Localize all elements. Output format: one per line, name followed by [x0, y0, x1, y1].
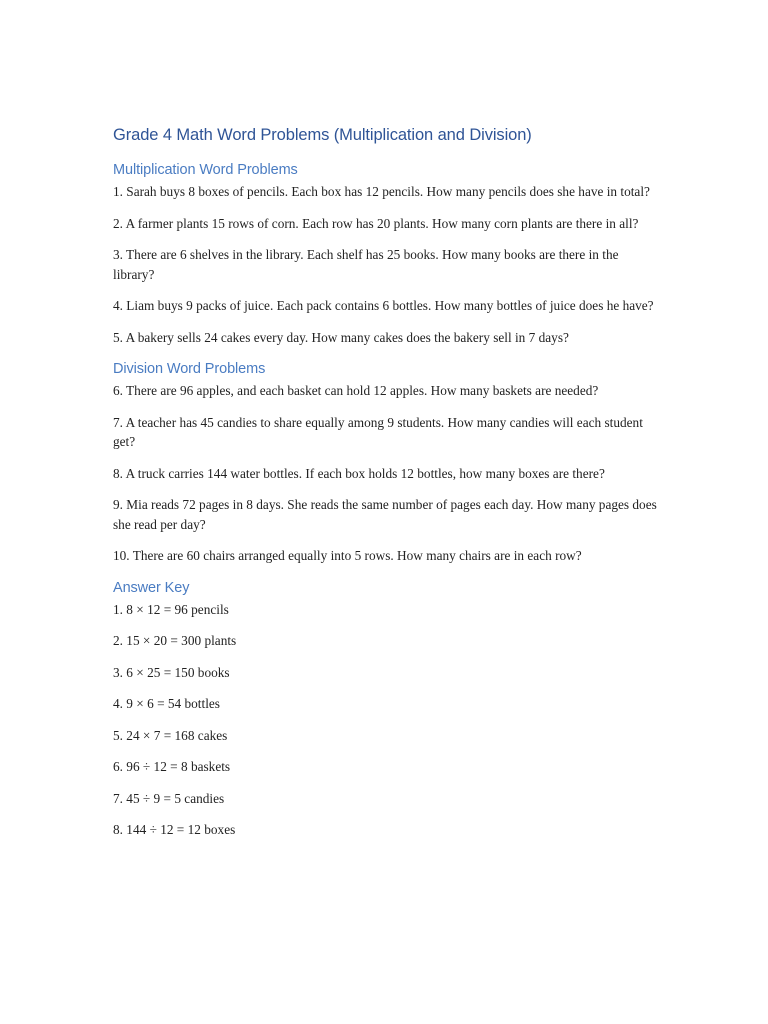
answer-1: 1. 8 × 12 = 96 pencils [113, 601, 229, 617]
problem-4: 4. Liam buys 9 packs of juice. Each pack contains 6 bottles. How many bottles of juice does he have? [113, 298, 654, 313]
document-title: Grade 4 Math Word Problems (Multiplication and Division) [113, 126, 532, 144]
answer-8: 8. 144 ÷ 12 = 12 boxes [113, 822, 236, 837]
document-page [113, 124, 658, 852]
answer-4: 4. 9 × 6 = 54 bottles [113, 696, 220, 711]
answer-5: 5. 24 × 7 = 168 cakes [113, 727, 228, 743]
problem-2: 2. A farmer plants 15 rows of corn. Each row has 20 plants. How many corn plants are there in all? [113, 215, 639, 231]
section-heading-division: Division Word Problems [113, 361, 266, 377]
answer-2: 2. 15 × 20 = 300 plants [113, 633, 237, 648]
problem-6: 6. There are 96 apples, and each basket can hold 12 apples. How many baskets are needed? [113, 383, 599, 398]
answer-7: 7. 45 ÷ 9 = 5 candies [113, 790, 225, 806]
problem-1: 1. Sarah buys 8 boxes of pencils. Each box has 12 pencils. How many pencils does she have in total? [113, 184, 650, 199]
answer-6: 6. 96 ÷ 12 = 8 baskets [113, 759, 231, 774]
section-heading-multiplication: Multiplication Word Problems [113, 162, 298, 178]
problem-7: 7. A teacher has 45 candies to share equally among 9 students. How many candies will each student get? [113, 414, 643, 449]
problem-3: 3. There are 6 shelves in the library. Each shelf has 25 books. How many books are there in the library? [113, 247, 619, 282]
problem-9: 9. Mia reads 72 pages in 8 days. She reads the same number of pages each day. How many pages does she read per day? [113, 497, 657, 532]
problem-10: 10. There are 60 chairs arranged equally into 5 rows. How many chairs are in each row? [113, 548, 582, 563]
section-heading-answer-key: Answer Key [113, 579, 190, 596]
problem-5: 5. A bakery sells 24 cakes every day. How many cakes does the bakery sell in 7 days? [113, 329, 569, 345]
problem-8: 8. A truck carries 144 water bottles. If each box holds 12 bottles, how many boxes are there? [113, 465, 605, 481]
answer-3: 3. 6 × 25 = 150 books [113, 664, 230, 680]
